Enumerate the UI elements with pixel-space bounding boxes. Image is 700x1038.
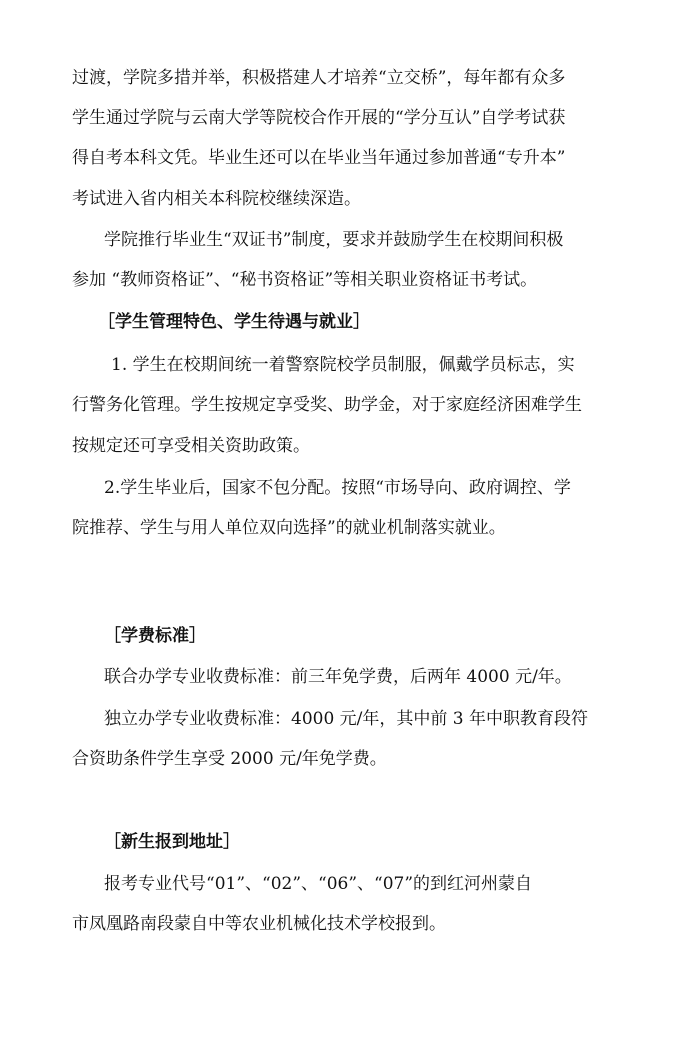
section-heading-tuition: ［学费标准］ <box>104 626 206 646</box>
paragraph-line: 得自考本科文凭。毕业生还可以在毕业当年通过参加普通“专升本” <box>72 148 566 168</box>
paragraph-line: 独立办学专业收费标准：4000 元/年，其中前 3 年中职教育段符 <box>104 709 589 729</box>
paragraph-line: 合资助条件学生享受 2000 元/年免学费。 <box>72 749 387 769</box>
paragraph-line: 市凤凰路南段蒙自中等农业机械化技术学校报到。 <box>72 914 446 934</box>
paragraph-line: 联合办学专业收费标准：前三年免学费，后两年 4000 元/年。 <box>104 667 572 687</box>
paragraph-line: 考试进入省内相关本科院校继续深造。 <box>72 189 361 209</box>
paragraph-line: 2.学生毕业后，国家不包分配。按照“市场导向、政府调控、学 <box>104 478 571 498</box>
paragraph-line: 学生通过学院与云南大学等院校合作开展的“学分互认”自学考试获 <box>72 108 566 128</box>
paragraph-line: 报考专业代号“01”、“02”、“06”、“07”的到红河州蒙自 <box>104 874 533 894</box>
section-heading-student-management: ［学生管理特色、学生待遇与就业］ <box>98 312 370 332</box>
paragraph-line: 1. 学生在校期间统一着警察院校学员制服，佩戴学员标志，实 <box>111 355 575 375</box>
paragraph-line: 院推荐、学生与用人单位双向选择”的就业机制落实就业。 <box>72 518 506 538</box>
section-heading-registration-address: ［新生报到地址］ <box>104 832 240 852</box>
paragraph-line: 行警务化管理。学生按规定享受奖、助学金，对于家庭经济困难学生 <box>72 395 582 415</box>
paragraph-line: 学院推行毕业生“双证书”制度，要求并鼓励学生在校期间积极 <box>104 230 564 250</box>
paragraph-line: 按规定还可享受相关资助政策。 <box>72 436 310 456</box>
paragraph-line: 过渡，学院多措并举，积极搭建人才培养“立交桥”，每年都有众多 <box>72 68 566 88</box>
paragraph-line: 参加 “教师资格证”、“秘书资格证”等相关职业资格证书考试。 <box>72 270 538 290</box>
